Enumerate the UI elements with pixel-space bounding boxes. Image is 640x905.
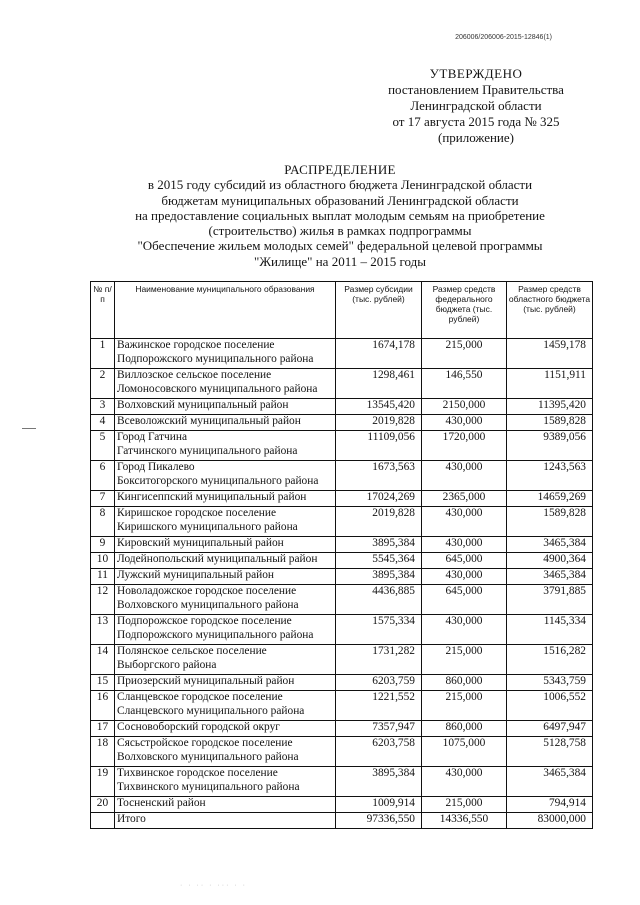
row-regional: 4900,364 <box>507 553 593 569</box>
table-row <box>91 721 593 737</box>
margin-mark <box>22 428 36 429</box>
row-subsidy: 1731,282 <box>336 645 422 675</box>
row-regional: 794,914 <box>507 797 593 813</box>
row-name-line1: Сясьстройское городское поселение <box>117 737 293 749</box>
row-regional: 3791,885 <box>507 585 593 615</box>
row-regional: 11395,420 <box>507 399 593 415</box>
row-federal: 860,000 <box>422 721 507 737</box>
row-name-line2: Волховского муниципального района <box>117 598 299 611</box>
row-number: 15 <box>91 675 115 691</box>
table-row <box>91 615 593 645</box>
row-regional: 1243,563 <box>507 461 593 491</box>
table-row <box>91 691 593 721</box>
row-number: 20 <box>91 797 115 813</box>
row-name-line1: Тихвинское городское поселение <box>117 767 278 779</box>
row-number: 18 <box>91 737 115 767</box>
row-name-cell <box>115 569 336 585</box>
row-federal: 2365,000 <box>422 491 507 507</box>
table-row <box>91 507 593 537</box>
row-name-cell <box>115 615 336 645</box>
table-row <box>91 491 593 507</box>
row-federal: 430,000 <box>422 569 507 585</box>
row-name-line2: Ломоносовского муниципального района <box>117 382 318 395</box>
table-row <box>91 737 593 767</box>
row-federal: 2150,000 <box>422 399 507 415</box>
row-number: 12 <box>91 585 115 615</box>
row-regional: 5128,758 <box>507 737 593 767</box>
distribution-table <box>90 281 593 829</box>
row-number: 10 <box>91 553 115 569</box>
row-name-cell <box>115 415 336 431</box>
row-number: 3 <box>91 399 115 415</box>
row-name-line1: Приозерский муниципальный район <box>117 675 295 687</box>
heading-line: "Обеспечение жильем молодых семей" федеральной целевой программы <box>137 238 543 254</box>
row-federal: 430,000 <box>422 615 507 645</box>
row-subsidy: 17024,269 <box>336 491 422 507</box>
total-num-cell <box>91 813 115 829</box>
row-number: 19 <box>91 767 115 797</box>
row-regional: 3465,384 <box>507 569 593 585</box>
approval-line: Ленинградской области <box>410 98 542 113</box>
row-subsidy: 2019,828 <box>336 507 422 537</box>
row-federal: 430,000 <box>422 461 507 491</box>
row-subsidy: 1674,178 <box>336 339 422 369</box>
row-federal: 430,000 <box>422 767 507 797</box>
heading-line: бюджетам муниципальных образований Ленинградской области <box>161 192 519 208</box>
row-subsidy: 3895,384 <box>336 569 422 585</box>
approval-line: (приложение) <box>437 130 514 145</box>
row-name-cell <box>115 537 336 553</box>
table-row <box>91 415 593 431</box>
row-name-line2: Подпорожского муниципального района <box>117 628 314 641</box>
row-number: 2 <box>91 369 115 399</box>
row-federal: 860,000 <box>422 675 507 691</box>
row-name-cell <box>115 369 336 399</box>
row-subsidy: 11109,056 <box>336 431 422 461</box>
row-regional: 1516,282 <box>507 645 593 675</box>
row-name-line1: Кировский муниципальный район <box>117 537 284 549</box>
table-row <box>91 399 593 415</box>
row-subsidy: 1009,914 <box>336 797 422 813</box>
row-subsidy: 1575,334 <box>336 615 422 645</box>
row-subsidy: 3895,384 <box>336 767 422 797</box>
row-name-line2: Волховского муниципального района <box>117 750 299 763</box>
total-row <box>91 813 593 829</box>
table-row <box>91 797 593 813</box>
row-number: 14 <box>91 645 115 675</box>
table-row <box>91 553 593 569</box>
row-federal: 215,000 <box>422 339 507 369</box>
row-name-line1: Город Гатчина <box>117 431 187 443</box>
row-number: 1 <box>91 339 115 369</box>
approval-line: постановлением Правительства <box>388 82 564 97</box>
row-number: 16 <box>91 691 115 721</box>
table-row <box>91 537 593 553</box>
scan-artifact: · · ·· · ··· · · <box>180 882 247 889</box>
header-regional: Размер средств областного бюджета (тыс. рублей) <box>507 282 593 339</box>
heading-line: "Жилище" на 2011 – 2015 годы <box>254 253 426 269</box>
row-name-cell <box>115 507 336 537</box>
row-name-line1: Полянское сельское поселение <box>117 645 267 657</box>
row-regional: 1151,911 <box>507 369 593 399</box>
document-id: 206006/206006-2015-12846(1) <box>455 34 552 41</box>
row-name-line1: Новоладожское городское поселение <box>117 585 297 597</box>
row-name-line1: Город Пикалево <box>117 461 195 473</box>
row-subsidy: 3895,384 <box>336 537 422 553</box>
row-number: 4 <box>91 415 115 431</box>
row-number: 5 <box>91 431 115 461</box>
row-federal: 1720,000 <box>422 431 507 461</box>
document-heading <box>40 162 640 269</box>
row-federal: 645,000 <box>422 553 507 569</box>
row-name-cell <box>115 339 336 369</box>
row-name-line2: Гатчинского муниципального района <box>117 444 298 457</box>
table-row <box>91 645 593 675</box>
total-label: Итого <box>115 813 336 829</box>
table-header-row <box>91 282 593 339</box>
row-name-cell <box>115 767 336 797</box>
table-row <box>91 431 593 461</box>
row-federal: 430,000 <box>422 537 507 553</box>
row-number: 13 <box>91 615 115 645</box>
row-federal: 430,000 <box>422 415 507 431</box>
row-name-cell <box>115 691 336 721</box>
row-number: 9 <box>91 537 115 553</box>
row-federal: 1075,000 <box>422 737 507 767</box>
row-subsidy: 4436,885 <box>336 585 422 615</box>
approval-line: от 17 августа 2015 года № 325 <box>392 114 560 129</box>
row-name-cell <box>115 585 336 615</box>
row-regional: 3465,384 <box>507 537 593 553</box>
table-row <box>91 369 593 399</box>
header-subsidy: Размер субсидии (тыс. рублей) <box>336 282 422 339</box>
row-name-line2: Тихвинского муниципального района <box>117 780 300 793</box>
table-row <box>91 569 593 585</box>
row-number: 6 <box>91 461 115 491</box>
row-regional: 1589,828 <box>507 507 593 537</box>
row-subsidy: 2019,828 <box>336 415 422 431</box>
row-number: 11 <box>91 569 115 585</box>
row-subsidy: 1673,563 <box>336 461 422 491</box>
heading-line: в 2015 году субсидий из областного бюджета Ленинградской области <box>147 177 533 193</box>
row-regional: 3465,384 <box>507 767 593 797</box>
row-name-line1: Подпорожское городское поселение <box>117 615 292 627</box>
row-number: 7 <box>91 491 115 507</box>
row-subsidy: 5545,364 <box>336 553 422 569</box>
row-name-line2: Киришского муниципального района <box>117 520 298 533</box>
row-federal: 645,000 <box>422 585 507 615</box>
row-regional: 1589,828 <box>507 415 593 431</box>
approval-title: УТВЕРЖДЕНО <box>429 66 523 81</box>
row-federal: 215,000 <box>422 691 507 721</box>
row-number: 8 <box>91 507 115 537</box>
total-regional: 83000,000 <box>507 813 593 829</box>
row-name-cell <box>115 675 336 691</box>
row-name-cell <box>115 797 336 813</box>
row-regional: 14659,269 <box>507 491 593 507</box>
row-name-line1: Волховский муниципальный район <box>117 399 289 411</box>
table-row <box>91 585 593 615</box>
row-name-cell <box>115 431 336 461</box>
header-federal: Размер средств федерального бюджета (тыс. рублей) <box>422 282 507 339</box>
row-name-cell <box>115 737 336 767</box>
row-name-cell <box>115 721 336 737</box>
row-name-line1: Сланцевское городское поселение <box>117 691 283 703</box>
row-subsidy: 13545,420 <box>336 399 422 415</box>
header-num: № п/п <box>91 282 115 339</box>
row-subsidy: 6203,759 <box>336 675 422 691</box>
row-name-cell <box>115 491 336 507</box>
table-row <box>91 461 593 491</box>
total-federal: 14336,550 <box>422 813 507 829</box>
row-name-line1: Лужский муниципальный район <box>117 569 275 581</box>
row-name-line1: Лодейнопольский муниципальный район <box>117 553 318 565</box>
row-name-line2: Сланцевского муниципального района <box>117 704 305 717</box>
row-regional: 1006,552 <box>507 691 593 721</box>
row-regional: 1145,334 <box>507 615 593 645</box>
row-name-line1: Виллозское сельское поселение <box>117 369 272 381</box>
row-name-line1: Важинское городское поселение <box>117 339 275 351</box>
row-name-line1: Кингисеппский муниципальный район <box>117 491 307 503</box>
row-regional: 6497,947 <box>507 721 593 737</box>
row-name-cell <box>115 645 336 675</box>
header-name: Наименование муниципального образования <box>115 282 336 339</box>
row-name-line2: Подпорожского муниципального района <box>117 352 314 365</box>
row-name-line1: Киришское городское поселение <box>117 507 277 519</box>
row-subsidy: 7357,947 <box>336 721 422 737</box>
approval-block <box>360 66 592 146</box>
row-federal: 215,000 <box>422 797 507 813</box>
row-federal: 430,000 <box>422 507 507 537</box>
row-federal: 215,000 <box>422 645 507 675</box>
row-name-cell <box>115 461 336 491</box>
table-row <box>91 675 593 691</box>
row-name-line2: Бокситогорского муниципального района <box>117 474 319 487</box>
total-subsidy: 97336,550 <box>336 813 422 829</box>
heading-line: (строительство) жилья в рамках подпрограммы <box>208 223 472 239</box>
row-name-line2: Выборгского района <box>117 658 217 671</box>
table-row <box>91 767 593 797</box>
row-regional: 5343,759 <box>507 675 593 691</box>
row-name-line1: Тосненский район <box>117 797 206 809</box>
row-name-line1: Сосновоборский городской округ <box>117 721 280 733</box>
row-subsidy: 1221,552 <box>336 691 422 721</box>
row-federal: 146,550 <box>422 369 507 399</box>
table-row <box>91 339 593 369</box>
row-name-cell <box>115 399 336 415</box>
row-name-cell <box>115 553 336 569</box>
heading-title: РАСПРЕДЕЛЕНИЕ <box>284 162 396 177</box>
row-subsidy: 1298,461 <box>336 369 422 399</box>
row-regional: 9389,056 <box>507 431 593 461</box>
row-regional: 1459,178 <box>507 339 593 369</box>
row-name-line1: Всеволожский муниципальный район <box>117 415 301 427</box>
row-number: 17 <box>91 721 115 737</box>
heading-line: на предоставление социальных выплат молодым семьям на приобретение <box>135 207 545 223</box>
row-subsidy: 6203,758 <box>336 737 422 767</box>
